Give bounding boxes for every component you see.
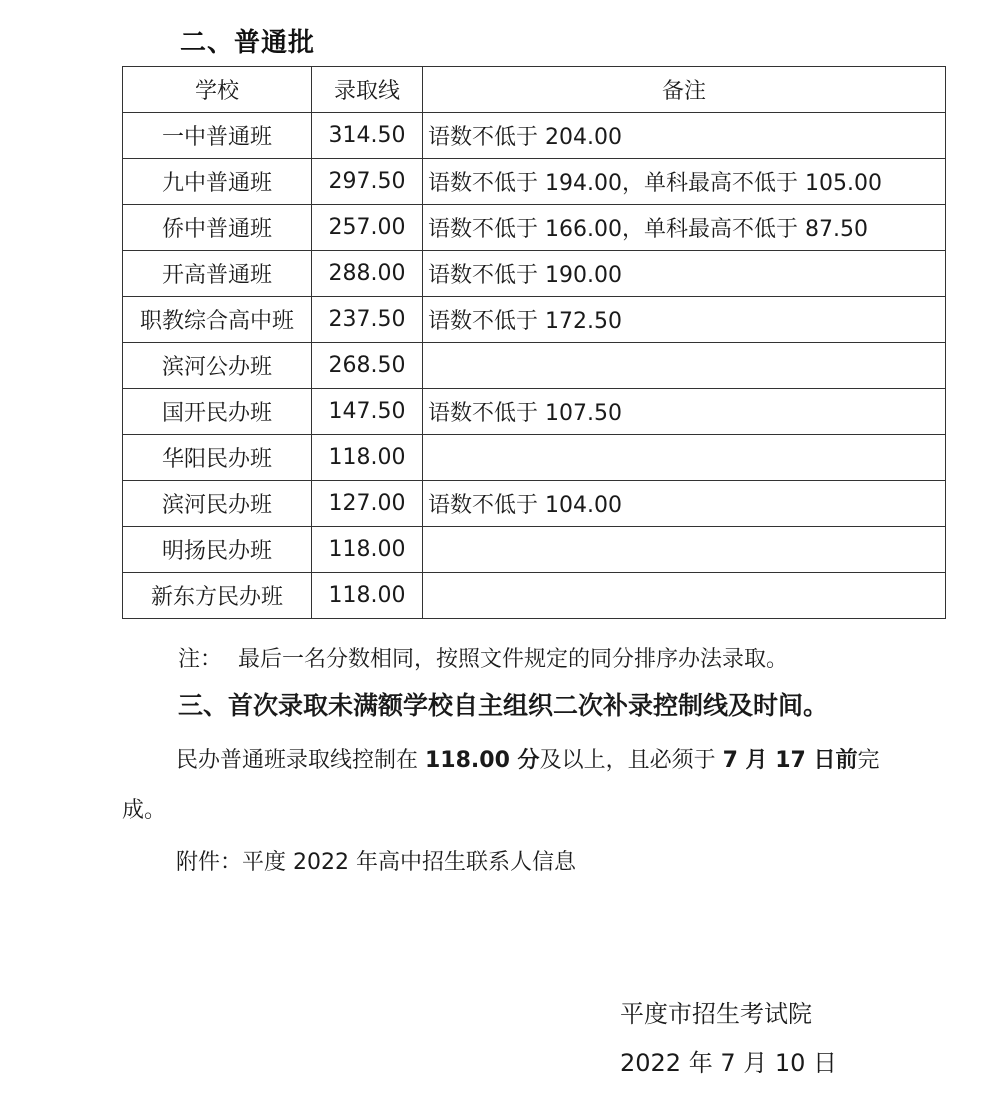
remarks-cell (423, 343, 946, 389)
header-school: 学校 (123, 67, 312, 113)
admission-line-cell: 118.00 (312, 527, 423, 573)
attachment-note: 附件：平度 2022 年高中招生联系人信息 (176, 850, 576, 875)
admission-line-cell: 297.50 (312, 159, 423, 205)
section-3-title: 三、首次录取未满额学校自主组织二次补录控制线及时间。 (178, 691, 829, 720)
school-cell: 开高普通班 (123, 251, 312, 297)
table-row (123, 389, 946, 435)
table-row (123, 573, 946, 619)
table-footnote (178, 642, 788, 673)
school-cell: 华阳民办班 (123, 435, 312, 481)
issuing-organization: 平度市招生考试院 (620, 1000, 812, 1028)
header-admission-line: 录取线 (312, 67, 423, 113)
control-score: 118.00 分 (425, 748, 540, 773)
table-row (123, 481, 946, 527)
school-cell: 滨河公办班 (123, 343, 312, 389)
table-header-row (123, 67, 946, 113)
table-row (123, 205, 946, 251)
paragraph-text: 民办普通班录取线控制在 (176, 748, 425, 773)
admission-line-cell: 268.50 (312, 343, 423, 389)
remarks-cell: 语数不低于 166.00，单科最高不低于 87.50 (423, 205, 946, 251)
school-cell: 职教综合高中班 (123, 297, 312, 343)
admission-score-table (122, 66, 946, 619)
footnote-label: 注： (178, 647, 223, 672)
school-cell: 滨河民办班 (123, 481, 312, 527)
table-row (123, 527, 946, 573)
admission-line-cell: 237.50 (312, 297, 423, 343)
school-cell: 国开民办班 (123, 389, 312, 435)
table-row (123, 159, 946, 205)
remarks-cell (423, 435, 946, 481)
school-cell: 新东方民办班 (123, 573, 312, 619)
section-3-paragraph-line2: 成。 (122, 798, 167, 823)
table-row (123, 343, 946, 389)
school-cell: 一中普通班 (123, 113, 312, 159)
section-2-title: 二、普通批 (180, 28, 316, 58)
remarks-cell (423, 573, 946, 619)
remarks-cell: 语数不低于 104.00 (423, 481, 946, 527)
table-row (123, 435, 946, 481)
admission-line-cell: 288.00 (312, 251, 423, 297)
paragraph-text: 完 (857, 748, 880, 773)
remarks-cell (423, 527, 946, 573)
admission-line-cell: 118.00 (312, 573, 423, 619)
paragraph-text: 及以上，且必须于 (539, 748, 723, 773)
remarks-cell: 语数不低于 107.50 (423, 389, 946, 435)
school-cell: 侨中普通班 (123, 205, 312, 251)
remarks-cell: 语数不低于 172.50 (423, 297, 946, 343)
table-row (123, 113, 946, 159)
deadline-date: 7 月 17 日前 (722, 748, 858, 773)
table-row (123, 297, 946, 343)
issue-date: 2022 年 7 月 10 日 (620, 1049, 838, 1077)
remarks-cell: 语数不低于 204.00 (423, 113, 946, 159)
school-cell: 明扬民办班 (123, 527, 312, 573)
admission-line-cell: 257.00 (312, 205, 423, 251)
remarks-cell: 语数不低于 194.00，单科最高不低于 105.00 (423, 159, 946, 205)
admission-line-cell: 314.50 (312, 113, 423, 159)
section-3-paragraph-line1 (176, 743, 879, 774)
admission-line-cell: 118.00 (312, 435, 423, 481)
remarks-cell: 语数不低于 190.00 (423, 251, 946, 297)
school-cell: 九中普通班 (123, 159, 312, 205)
header-remarks: 备注 (423, 67, 946, 113)
admission-line-cell: 127.00 (312, 481, 423, 527)
footnote-text: 最后一名分数相同，按照文件规定的同分排序办法录取。 (238, 647, 789, 672)
table-row (123, 251, 946, 297)
admission-line-cell: 147.50 (312, 389, 423, 435)
